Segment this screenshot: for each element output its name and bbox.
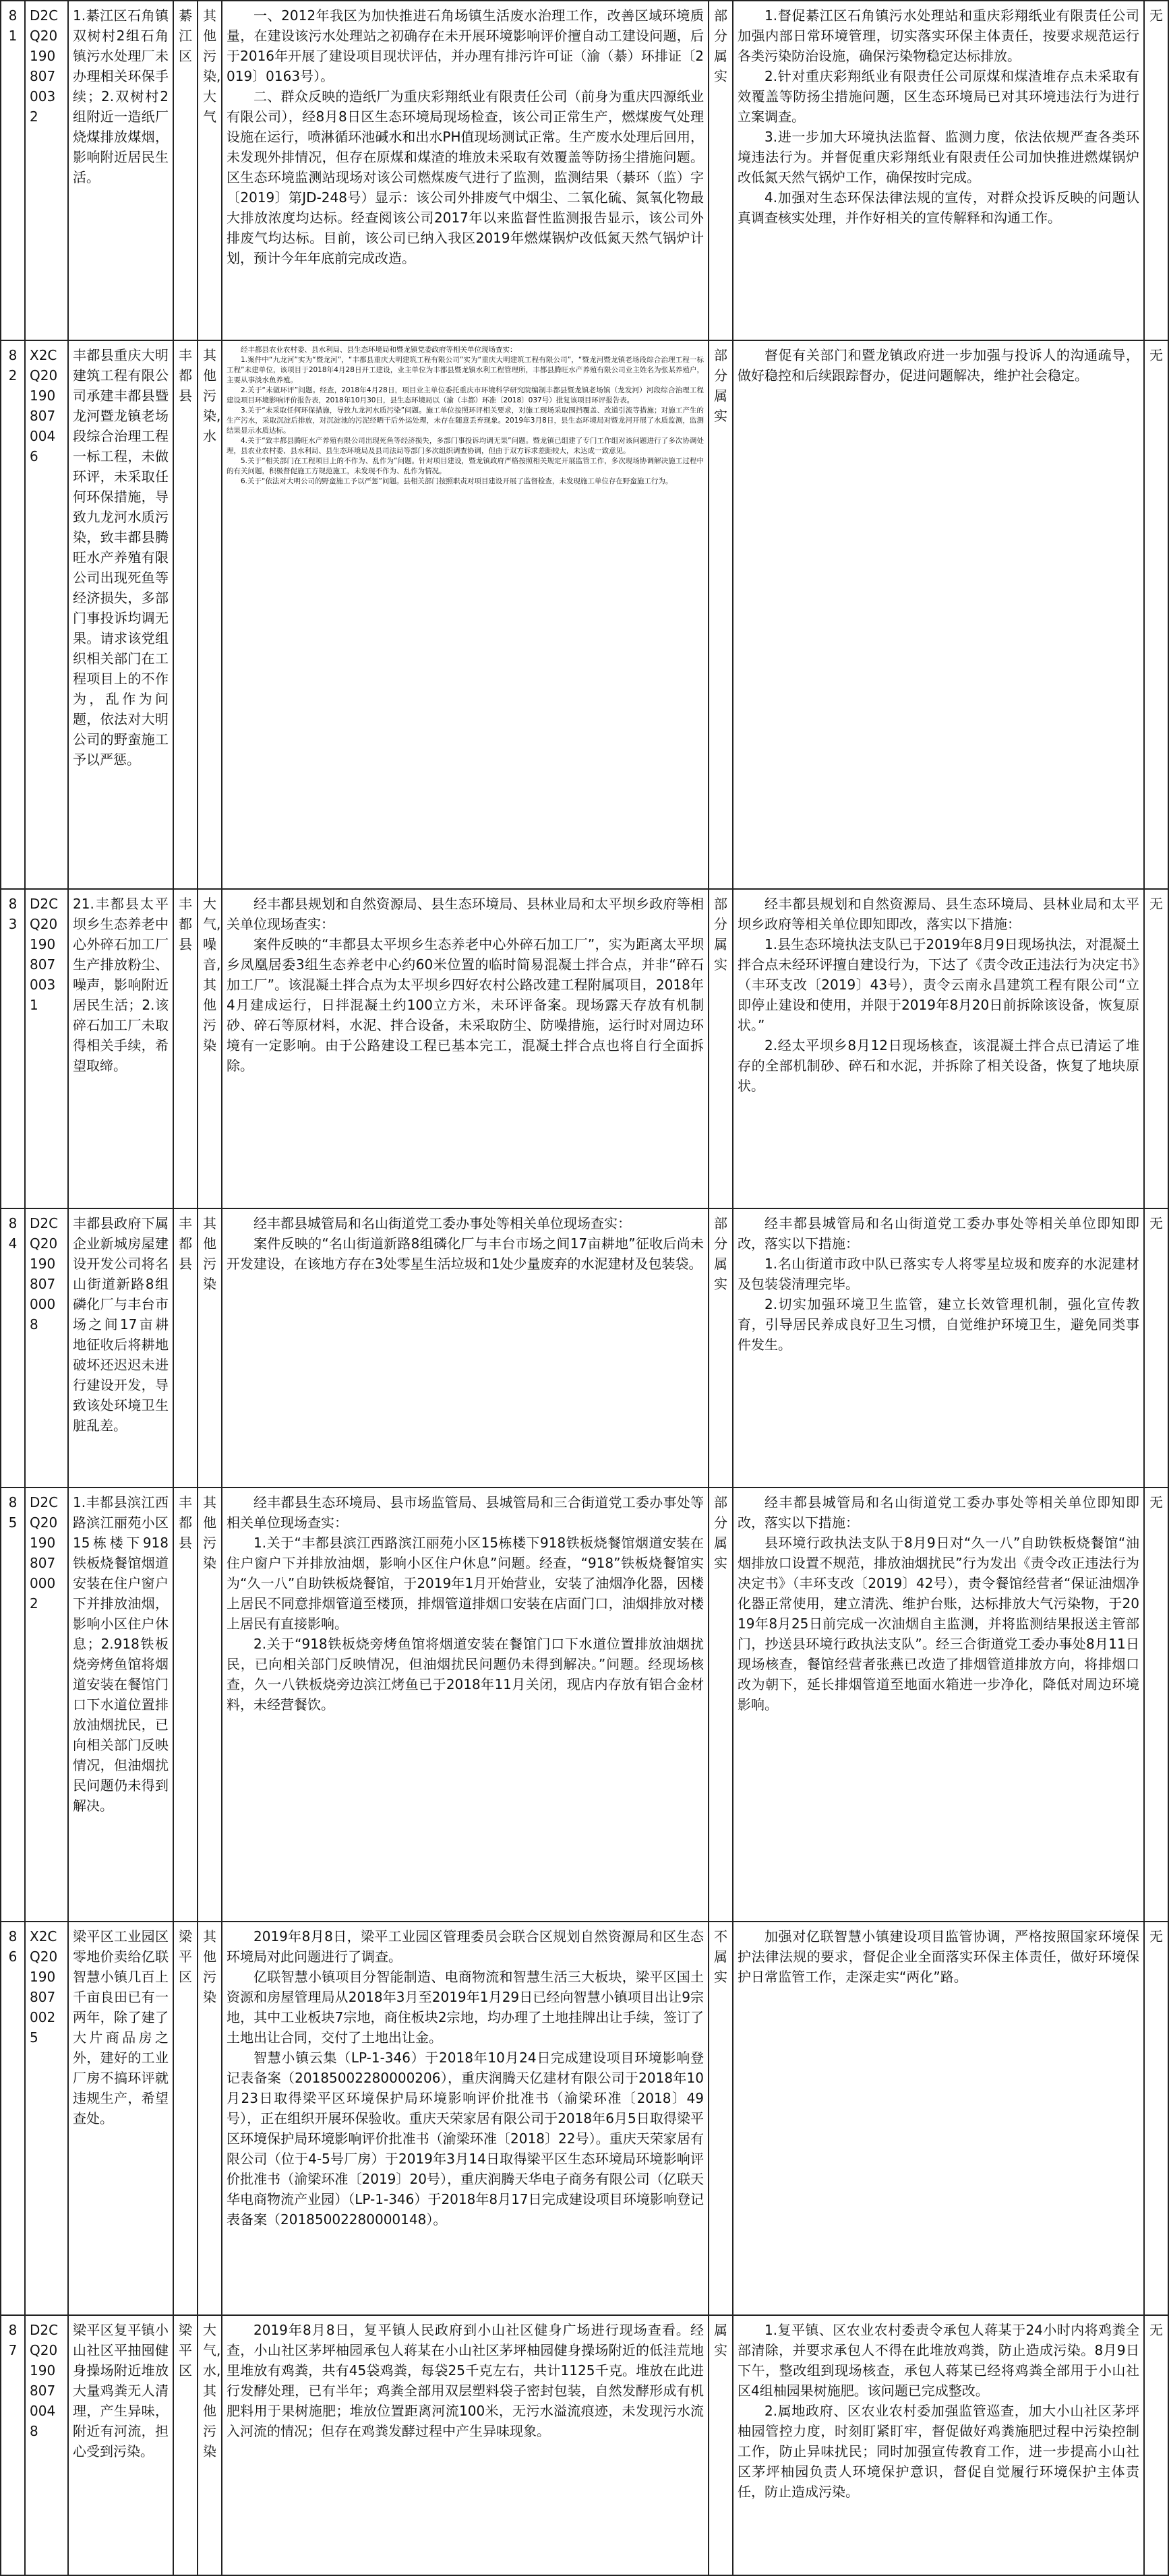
investigation-findings [222,2315,709,2575]
finding-paragraph: 1.关于“丰都县滨江西路滨江丽苑小区15栋楼下918铁板烧餐馆烟道安装在住户窗户下并排放油烟，影响小区住户休息”问题。经查，“918”铁板烧餐馆实为“久一八”自助铁板烧餐馆，于2019年1月开始营业，安装了油烟净化器，因楼上居民不同意排烟管道至楼顶，排烟管道排烟口安装在店面门口，油烟排放对楼上居民有直接影响。 [227,1535,704,1632]
investigation-findings [222,1922,709,2315]
accountability: 无 [1144,2315,1168,2575]
finding-paragraph: 2.关于“未做环评”问题。经查，2018年4月28日，项目业主单位委托重庆市环境科学研究院编制丰都县暨龙镇老场镇（龙发河）河段综合治理工程建设项目环境影响评价报告表，2018年10月30日，县生态环境局以（渝（丰都）环准〔2018〕037号）批复该项目环评报告表。 [227,386,704,404]
finding-paragraph: 经丰都县规划和自然资源局、县生态环境局、县林业局和太平坝乡政府等相关单位现场查实： [227,896,704,932]
action-paragraph: 1.县生态环境执法支队已于2019年8月9日现场执法，对混凝土拌合点未经环评擅自建设行为，下达了《责令改正违法行为决定书》（丰环支改〔2019〕43号），责令云南永昌建筑工程有限公司“立即停止建设和使用，并限于2019年8月20日前拆除该设备，恢复原状。” [738,936,1139,1033]
table-row [1,1208,1168,1488]
accountability: 无 [1144,889,1168,1208]
action-paragraph: 1.名山街道市政中队已落实专人将零星垃圾和废弃的水泥建材及包装袋清理完毕。 [738,1256,1139,1292]
pollution-type: 其他污染,水 [198,340,222,889]
district: 綦江区 [173,1,198,340]
verification-status: 属实 [709,2315,733,2575]
accountability: 无 [1144,1208,1168,1488]
complaint-content: 1.丰都县滨江西路滨江丽苑小区15栋楼下918铁板烧餐馆烟道安装在住户窗户下并排放油烟，影响小区住户休息；2.918铁板烧旁烤鱼馆将烟道安装在餐馆门口下水道位置排放油烟扰民，已向相关部门反映情况，但油烟扰民问题仍未得到解决。 [68,1488,173,1922]
finding-paragraph: 亿联智慧小镇项目分智能制造、电商物流和智慧生活三大板块，梁平区国土资源和房屋管理局从2018年3月至2019年1月29日已经向智慧小镇项目出让9宗地，其中工业板块7宗地，商住板块2宗地，均办理了土地挂牌出让手续，签订了土地出让合同，交付了土地出让金。 [227,1969,704,2046]
case-code: D2CQ201908070008 [25,1208,68,1488]
action-paragraph: 经丰都县规划和自然资源局、县生态环境局、县林业局和太平坝乡政府等相关单位即知即改，落实以下措施： [738,896,1139,932]
rectification-actions [733,340,1144,889]
action-paragraph: 经丰都县城管局和名山街道党工委办事处等相关单位即知即改，落实以下措施： [738,1494,1139,1531]
case-code: D2CQ201908070048 [25,2315,68,2575]
action-paragraph: 2.切实加强环境卫生监管，建立长效管理机制，强化宣传教育，引导居民养成良好卫生习惯，自觉维护环境卫生，避免同类事件发生。 [738,1296,1139,1353]
finding-paragraph: 5.关于“相关部门在工程项目上的不作为、乱作为”问题。针对项目建设，暨龙镇政府严格按照相关规定开展监管工作，多次现场协调解决施工过程中的有关问题，积极督促施工方规范施工，未发现不作为、乱作为情况。 [227,457,704,475]
finding-paragraph: 2019年8月8日，梁平工业园区管理委员会联合区规划自然资源局和区生态环境局对此问题进行了调查。 [227,1928,704,1965]
action-paragraph: 加强对亿联智慧小镇建设项目监管协调，严格按照国家环境保护法律法规的要求，督促企业全面落实环保主体责任，做好环境保护日常监管工作，走深走实“两化”路。 [738,1928,1139,1985]
finding-paragraph: 经丰都县城管局和名山街道党工委办事处等相关单位现场查实： [253,1215,631,1231]
rectification-actions [733,2315,1144,2575]
action-paragraph: 督促有关部门和暨龙镇政府进一步加强与投诉人的沟通疏导，做好稳控和后续跟踪督办，促进问题解决，维护社会稳定。 [738,347,1139,384]
district: 梁平区 [173,2315,198,2575]
pollution-type: 其他污染 [198,1922,222,2315]
verification-status: 部分属实 [709,1488,733,1922]
verification-status: 部分属实 [709,340,733,889]
district: 丰都县 [173,340,198,889]
complaint-content: 梁平区工业园区零地价卖给亿联智慧小镇几百上千亩良田已有一两年，除了建了大片商品房之外，建好的工业厂房不搞环评就违规生产，希望查处。 [68,1922,173,2315]
investigation-findings [222,1208,709,1488]
rectification-actions [733,1,1144,340]
complaint-content: 丰都县重庆大明建筑工程有限公司承建丰都县暨龙河暨龙镇老场段综合治理工程一标工程，未做环评，未采取任何环保措施，导致九龙河水质污染，致丰都县腾旺水产养殖有限公司出现死鱼等经济损失，多部门事投诉均调无果。请求该党组织相关部门在工程项目上的不作为，乱作为问题，依法对大明公司的野蛮施工予以严惩。 [68,340,173,889]
finding-paragraph: 一、2012年我区为加快推进石角场镇生活废水治理工作，改善区域环境质量，在建设该污水处理站之初确存在未开展环境影响评价擅自动工建设问题，后于2016年开展了建设项目现状评估，并办理有排污许可证（渝（綦）环排证〔2019〕0163号）。 [227,7,704,84]
finding-paragraph: 2.关于“918铁板烧旁烤鱼馆将烟道安装在餐馆门口下水道位置排放油烟扰民，已向相关部门反映情况，但油烟扰民问题仍未得到解决。”问题。经现场核查，久一八铁板烧旁边滨江烤鱼已于2018年11月关闭，现店内存放有铝合金材料，未经营餐饮。 [227,1636,704,1713]
action-paragraph: 2.针对重庆彩翔纸业有限责任公司原煤和煤渣堆存点未采取有效覆盖等防扬尘措施问题，区生态环境局已对其环境违法行为进行立案调查。 [738,68,1139,125]
pollution-type: 其他污染,大气 [198,1,222,340]
case-number: 81 [1,1,25,340]
finding-paragraph: 案件反映的“丰都县太平坝乡生态养老中心外碎石加工厂”，实为距离太平坝乡凤凰居委3组生态养老中心约60米位置的临时简易混凝土拌合点，并非“碎石加工厂”。该混凝土拌合点为太平坝乡四好农村公路改建工程附属项目，2018年4月建成运行，日拌混凝土约100立方米，未环评备案。现场露天存放有机制砂、碎石等原材料，水泥、拌合设备，未采取防尘、防噪措施，运行时对周边环境有一定影响。由于公路建设工程已基本完工，混凝土拌合点也将自行全面拆除。 [227,936,704,1074]
investigation-findings [222,1,709,340]
district: 丰都县 [173,889,198,1208]
investigation-findings [222,340,709,889]
verification-status: 部分属实 [709,889,733,1208]
finding-paragraph: 2019年8月8日，复平镇人民政府到小山社区健身广场进行现场查看。经查，小山社区茅坪柚园承包人蒋某在小山社区茅坪柚园健身操场附近的低洼荒地里堆放有鸡粪，共有45袋鸡粪，每袋25千克左右，共计1125千克。堆放在此进行发酵处理，已有半年；鸡粪全部用双层塑料袋子密封包装，自然发酵形成有机肥料用于果树施肥；堆放位置距离河流100米，无污水溢流痕迹，未发现污水流入河流的情况；但存在鸡粪发酵过程中产生异味现象。 [227,2322,704,2439]
finding-paragraph: 经丰都县农业农村委、县水利局、县生态环境局和暨龙镇党委政府等相关单位现场查实： [241,346,517,354]
investigation-findings [222,1488,709,1922]
complaint-content: 丰都县政府下属企业新城房屋建设开发公司将名山街道新路8组磷化厂与丰台市场之间17亩耕地征收后将耕地破坏还迟迟未进行建设开发，导致该处环境卫生脏乱差。 [68,1208,173,1488]
verification-status: 不属实 [709,1922,733,2315]
case-code: X2CQ201908070046 [25,340,68,889]
verification-status: 部分属实 [709,1,733,340]
action-paragraph: 2.属地政府、区农业农村委加强监管巡查，加大小山社区茅坪柚园管控力度，时刻盯紧盯牢，督促做好鸡粪施肥过程中污染控制工作，防止异味扰民；同时加强宣传教育工作，进一步提高小山社区茅坪柚园负责人环境保护意识，督促自觉履行环境保护主体责任，防止造成污染。 [738,2403,1139,2500]
action-paragraph: 2.经太平坝乡8月12日现场核查，该混凝土拌合点已清运了堆存的全部机制砂、碎石和水泥，并拆除了相关设备，恢复了地块原状。 [738,1037,1139,1094]
pollution-type: 大气,噪音,其他污染 [198,889,222,1208]
accountability: 无 [1144,1488,1168,1922]
rectification-actions [733,889,1144,1208]
action-paragraph: 经丰都县城管局和名山街道党工委办事处等相关单位即知即改，落实以下措施： [738,1215,1139,1252]
action-paragraph: 1.复平镇、区农业农村委责令承包人蒋某于24小时内将鸡粪全部清除，并要求承包人不得在此堆放鸡粪，防止造成污染。8月9日下午，整改组到现场核查，承包人蒋某已经将鸡粪全部用于小山社区4组柚园果树施肥。该问题已完成整改。 [738,2322,1139,2399]
district: 梁平区 [173,1922,198,2315]
case-number: 85 [1,1488,25,1922]
finding-paragraph: 智慧小镇云集（LP-1-346）于2018年10月24日完成建设项目环境影响登记表备案（20185002280000206），重庆润腾天亿建材有限公司于2018年10月23日取得梁平区环境保护局环境影响评价批准书（渝梁环准〔2018〕49号），正在组织开展环保验收。重庆天荣家居有限公司于2018年6月5日取得梁平区环境保护局环境影响评价批准书（渝梁环准〔2018〕22号）。重庆天荣家居有限公司（位于4-5号厂房）于2019年3月14日取得梁平区生态环境局环境影响评价批准书（渝梁环准〔2019〕20号），重庆润腾天华电子商务有限公司（亿联天华电商物流产业园）（LP-1-346）于2018年8月17日完成建设项目环境影响登记表备案（20185002280000148）。 [227,2050,704,2228]
finding-paragraph: 案件反映的“名山街道新路8组磷化厂与丰台市场之间17亩耕地”征收后尚未开发建设，在该地方存在3处零星生活垃圾和1处少量废弃的水泥建材及包装袋。 [227,1235,704,1272]
table-row [1,2315,1168,2575]
rectification-actions [733,1208,1144,1488]
rectification-actions [733,1488,1144,1922]
complaint-content: 21.丰都县太平坝乡生态养老中心外碎石加工厂生产排放粉尘、噪声，影响附近居民生活；2.该碎石加工厂未取得相关手续，希望取缔。 [68,889,173,1208]
rectification-actions [733,1922,1144,2315]
table-row [1,340,1168,889]
action-paragraph: 县环境行政执法支队于8月9日对“久一八”自助铁板烧餐馆“油烟排放口设置不规范，排放油烟扰民”行为发出《责令改正违法行为决定书》（丰环支改〔2019〕42号），责令餐馆经营者“保证油烟净化器正常使用，建立清洗、维护台账，达标排放大气污染物，于2019年8月25日前完成一次油烟自主监测，并将监测结果报送主管部门，抄送县环境行政执法支队”。经三合街道党工委办事处8月11日现场核查，餐馆经营者张燕已改造了排烟管道排放方向，将排烟口改为朝下，延长排烟管道至地面水箱进一步净化，降低对周边环境影响。 [738,1535,1139,1713]
action-paragraph: 1.督促綦江区石角镇污水处理站和重庆彩翔纸业有限责任公司加强内部日常环境管理，切实落实环保主体责任，按要求规范运行各类污染防治设施，确保污染物稳定达标排放。 [738,7,1139,64]
action-paragraph: 3.进一步加大环境执法监督、监测力度，依法依规严查各类环境违法行为。并督促重庆彩翔纸业有限责任公司加快推进燃煤锅炉改低氮天然气锅炉工作，确保按时完成。 [738,129,1139,185]
case-number: 87 [1,2315,25,2575]
district: 丰都县 [173,1208,198,1488]
complaint-content: 梁平区复平镇小山社区平抽囤健身操场附近堆放大量鸡粪无人清理，产生异味，附近有河流，担心受到污染。 [68,2315,173,2575]
finding-paragraph: 经丰都县生态环境局、县市场监管局、县城管局和三合街道党工委办事处等相关单位现场查实： [227,1494,704,1531]
case-code: X2CQ201908070025 [25,1922,68,2315]
case-code: D2CQ201908070032 [25,1,68,340]
case-number: 86 [1,1922,25,2315]
table-row [1,889,1168,1208]
case-number: 83 [1,889,25,1208]
action-paragraph: 4.加强对生态环保法律法规的宣传，对群众投诉反映的问题认真调查核实处理，并作好相关的宣传解释和沟通工作。 [738,189,1139,226]
verification-status: 部分属实 [709,1208,733,1488]
pollution-type: 其他污染 [198,1208,222,1488]
pollution-type: 大气,水,其他污染 [198,2315,222,2575]
table-row [1,1488,1168,1922]
case-number: 82 [1,340,25,889]
case-number: 84 [1,1208,25,1488]
finding-paragraph: 6.关于“依法对大明公司的野蛮施工予以严惩”问题。县相关部门按照职责对项目建设开展了监督检查，未发现施工单位存在野蛮施工行为。 [241,477,673,485]
finding-paragraph: 3.关于“未采取任何环保措施，导致九龙河水质污染”问题。施工单位按照环评相关要求，对施工现场采取围挡覆盖、改道引流等措施；对施工产生的生产污水，采取沉淀后排放，对沉淀池的污泥经晒干后外运处理，未存在随意丢弃现象。2019年3月8日，县生态环境局对暨龙河开展了水质监测，监测结果显示水质达标。 [227,406,704,435]
pollution-type: 其他污染 [198,1488,222,1922]
district: 丰都县 [173,1488,198,1922]
finding-paragraph: 二、群众反映的造纸厂为重庆彩翔纸业有限责任公司（前身为重庆四源纸业有限公司），经8月8日区生态环境局现场检查，该公司正常生产，燃煤废气处理设施在运行，喷淋循环池碱水和出水PH值现场测试正常。生产废水处理后回用，未发现外排情况，但存在原煤和煤渣的堆放未采取有效覆盖等防扬尘措施问题。区生态环境监测站现场对该公司燃煤废气进行了监测，监测结果（綦环（监）字〔2019〕第JD-248号）显示：该公司外排废气中烟尘、二氧化硫、氮氧化物最大排放浓度均达标。经查阅该公司2017年以来监督性监测报告显示，该公司外排废气均达标。目前，该公司已纳入我区2019年燃煤锅炉改低氮天然气锅炉计划，预计今年年底前完成改造。 [227,88,704,266]
finding-paragraph: 1.案件中“九龙河”实为“暨龙河”，“丰都县重庆大明建筑工程有限公司”实为“重庆大明建筑工程有限公司”，“暨龙河暨龙镇老场段综合治理工程一标工程”未建单位，该项目于2018年4月28日开工建设，业主单位为丰都县暨龙镇水利工程管理所，丰都县腾旺水产养殖有限公司业主姓名为张某养殖户，主要从事淡水鱼养殖。 [227,356,704,384]
accountability: 无 [1144,1922,1168,2315]
accountability: 无 [1144,1,1168,340]
complaint-content: 1.綦江区石角镇双树村2组石角镇污水处理厂未办理相关环保手续；2.双树村2组附近一造纸厂烧煤排放煤烟，影响附近居民生活。 [68,1,173,340]
finding-paragraph: 4.关于“致丰都县腾旺水产养殖有限公司出现死鱼等经济损失，多部门事投诉均调无果”问题。暨龙镇已组建了专门工作组对该问题进行了多次协调处理，县农业农村委、县水利局、县生态环境局及县司法局等部门多次组织调查协调，但由于双方诉求差距较大，未达成一致意见。 [227,437,704,455]
table-row [1,1922,1168,2315]
case-code: D2CQ201908070031 [25,889,68,1208]
accountability: 无 [1144,340,1168,889]
investigation-findings [222,889,709,1208]
table-row [1,1,1168,340]
case-code: D2CQ201908070002 [25,1488,68,1922]
